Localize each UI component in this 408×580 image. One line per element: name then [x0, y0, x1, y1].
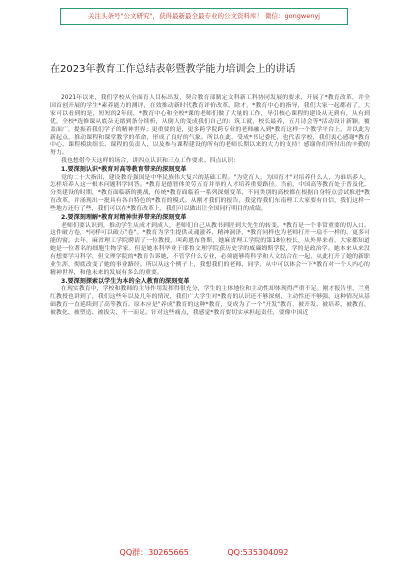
- qq-label: QQ:535304092: [227, 548, 289, 557]
- footer-contact: [0, 547, 408, 558]
- top-banner: 关注头条号"公文研究"，获得最新最全最专业的公文资料库！ 微信：gongwenyj: [60, 8, 348, 25]
- body-paragraph: 在现实教育中，学校和教师的主导作用发挥得很充分，学生的主体地位和主动性却体现得严重不足。刚才报告里，兰勇红教授也讲到了，我们这些年以及几年的情况，我们广大学生对*教育的认识还不够深刻，主动性还不够强，这种情况从基础教育一直延续到了高等教育。原本应是"养成"教育的这种*教育，变成为了一个"开发"教育，被开发、被培养、被教育、被教化、被塑造、被拔尖、不一而足。针对这些痛点，我感觉*教育要切实承担起责任，要像中国近: [50, 286, 370, 316]
- section-heading: 3.要深刻探索以学生为本的全人教育的深刻变革: [61, 277, 190, 285]
- section-heading: 1.要深刻认识*教育对高等教育带来的深刻变革: [61, 166, 187, 174]
- body-paragraph: 我也想借今天这样的场合，讲四点认识和三点工作要求。四点认识：: [61, 158, 240, 165]
- qq-group-label: QQ群：30265665: [119, 548, 189, 557]
- document-title: 在2023年教育工作总结表彰暨教学能力培训会上的讲话: [50, 64, 296, 75]
- section-heading: 2.要深刻理解*教育对精神世界带来的深刻变革: [61, 214, 187, 222]
- document-body: [50, 95, 370, 318]
- body-paragraph: 党的二十大指出，建设教育强国是中华民族伟大复兴的基础工程。"为党育人，为国育才"对培养什么人、为谁培养人，怎样培养人这一根本问题科学回答。*教育是德智体美劳五育并举的人才培养重要路径。当前，中国高等教育处于普及化、分类建设的时期，*教育面临新的挑战，传统*教育面临着一系列深刻变革，不同类别的高校都在根据自身特点尝试推进*教育改革，并涌现出一批具有各自特色的*教育的模式。从刚才我们的报告，我觉得我们东南理工大家要有自信，我们这样一些地方还行了些，我们可以在*教育改革上，我们可以做出让全国同行明目的成绩。: [50, 174, 370, 213]
- body-paragraph: 老师们要认识到，推动学生从成才到成人，老师们自己从教书到匠到大先生的转变，*教育是一个非常重要的切入口。这件破方卷，*同样可以破万"卷"。*教育为学生提供灵魂滋养、精神洞泽，*教育同样也为老师打开一扇不一样的、更多可能的窗。去年，麻省理工学院聘请了一位教授，叫莉恩布鲁斯，她麻省理工学院的第18位校长，从外界来看，大家都知道她是一位著名的细胞生物学家。但是她本科毕业于耶鲁文理学院获历史学的威廉姆斯学院，学的是政治学。她本来从来没有想要学习科学，但文理学院的*教育告诉她，不管学什么专业，必须能够将科学和人文结合在一起，从此打开了她的新职业生涯，彻底改变了她的事业路径。所以从这个例子上，我想我们的老师、同学，从中可以体会一下*教育对一个人内心的精神世界，和他未来的发展有多么的重要。: [50, 222, 370, 276]
- body-paragraph: 2021年以来，我们学校从全面育人目标出发，契合教育部制定文科新工科协同发展的要求，开展了*教育改革，并全国首创开展的学生*素养能力的测评，在效推动新时代教育评价改革。除才，*教育中心的指导，我们大家一起都看了，大家可以看到的是，短短的2年间，*教育中心和全校*课的老师们做了大量的工作，导引核心课程的建设从无到有，从有到优，全校*选修课从底杂无绪到条分续析，从倒人的变成我们自己的：筑工就，校长最养，五月诗会等*活动设计新颖，覆盖面广，提振着我们学子的精神世界；更重要的是，更多跨学院跨专业的老师融入到*教育这样一个教学平台上，并以此为新起点，推动课程和课堂教学的革命，形成了良好的气象。所以在此，受成*书记委托，也代表学校，我们衷心感谢*教育中心、课程模块组长、课程的负责人、以及参与课程建设的所有的老师长期以来的大力的支持！感谢你们所付出的辛勤的努力。: [50, 95, 370, 157]
